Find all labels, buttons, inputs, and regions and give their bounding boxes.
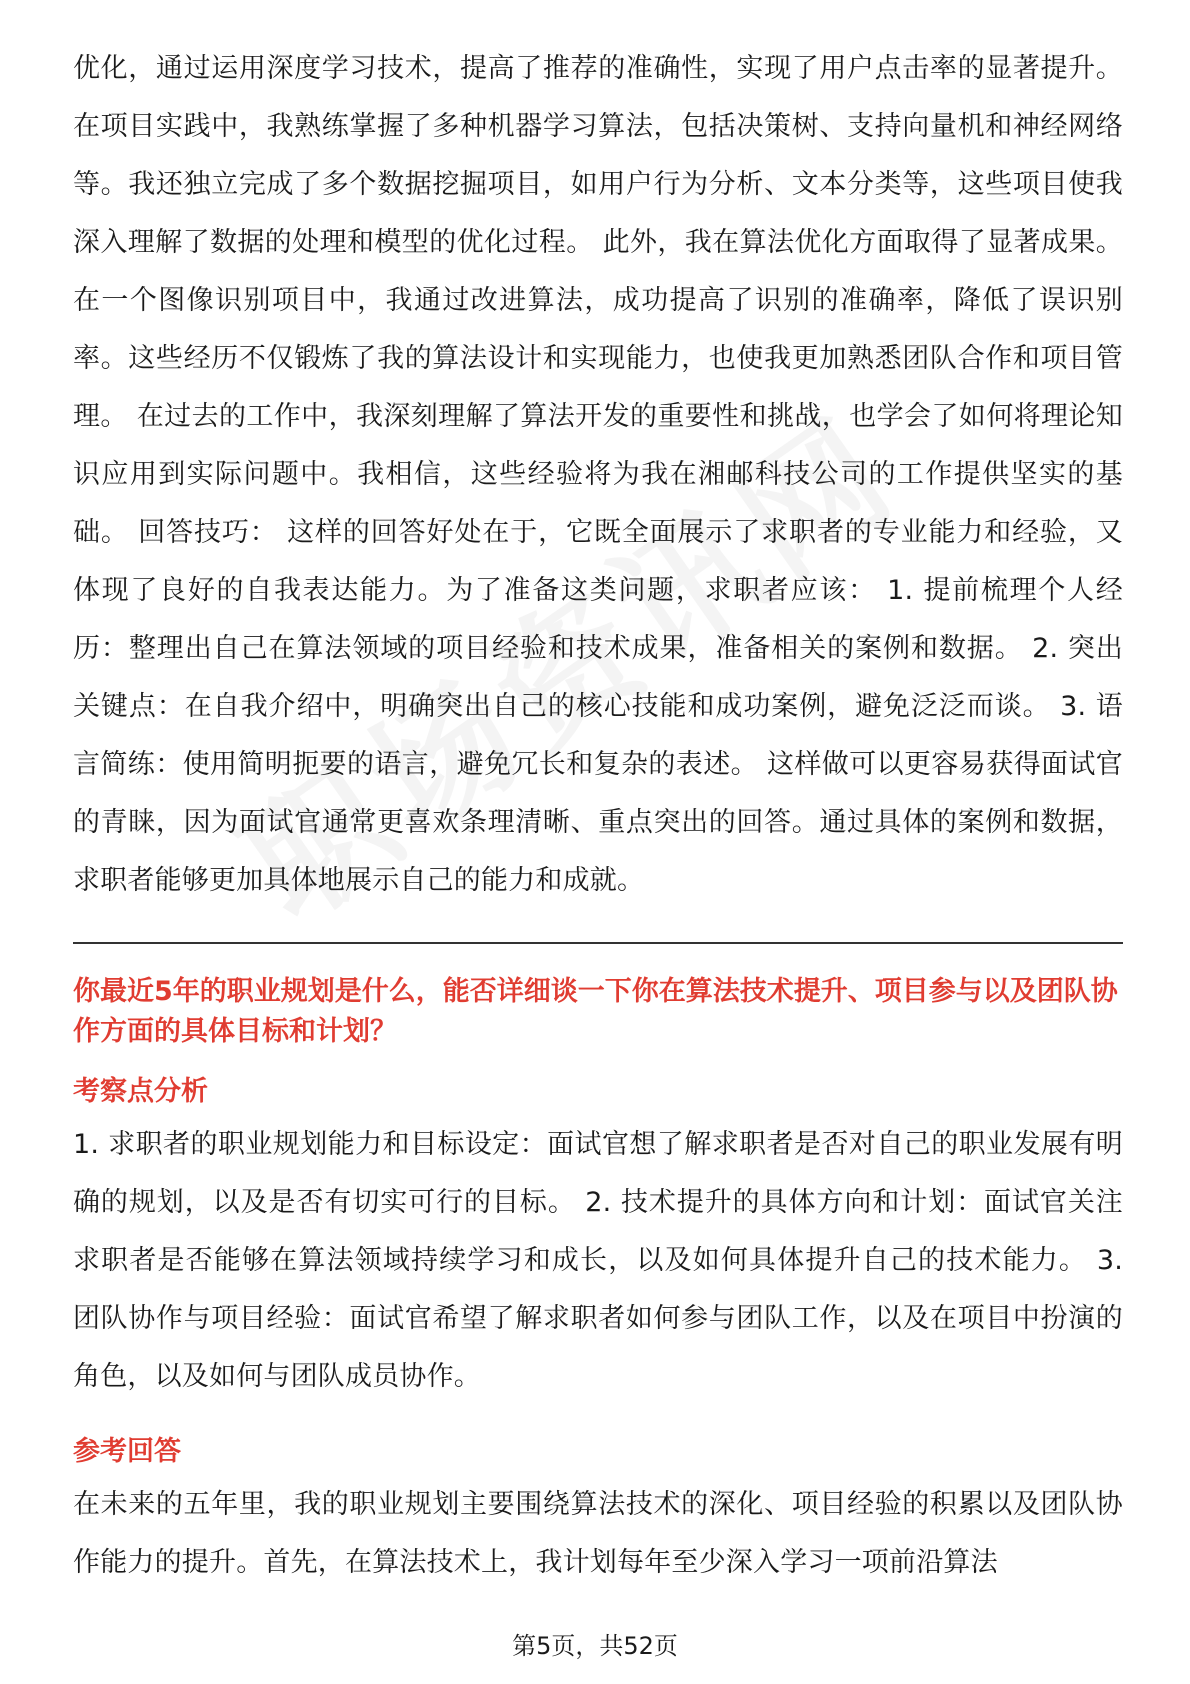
analysis-body: 1. 求职者的职业规划能力和目标设定：面试官想了解求职者是否对自己的职业发展有明确的规划，以及是否有切实可行的目标。 2. 技术提升的具体方向和计划：面试官关注求职者是否能够在算法领域持续学习和成长，以及如何具体提升自己的技术能力。 3. 团队协作与项目经验：面试官希望了解求职者如何参与团队工作，以及在项目中扮演的角色，以及如何与团队成员协作。 bbox=[73, 1129, 1123, 1392]
intro-paragraph: 优化，通过运用深度学习技术，提高了推荐的准确性，实现了用户点击率的显著提升。 在项目实践中，我熟练掌握了多种机器学习算法，包括决策树、支持向量机和神经网络等。我还独立完成了多个数据挖掘项目，如用户行为分析、文本分类等，这些项目使我深入理解了数据的处理和模型的优化过程。 此外，我在算法优化方面取得了显著成果。在一个图像识别项目中，我通过改进算法，成功提高了识别的准确率，降低了误识别率。这些经历不仅锻炼了我的算法设计和实现能力，也使我更加熟悉团队合作和项目管理。 在过去的工作中，我深刻理解了算法开发的重要性和挑战，也学会了如何将理论知识应用到实际问题中。我相信，这些经验将为我在湘邮科技公司的工作提供坚实的基础。 回答技巧： 这样的回答好处在于，它既全面展示了求职者的专业能力和经验，又体现了良好的自我表达能力。为了准备这类问题，求职者应该： 1. 提前梳理个人经历：整理出自己在算法领域的项目经验和技术成果，准备相关的案例和数据。 2. 突出关键点：在自我介绍中，明确突出自己的核心技能和成功案例，避免泛泛而谈。 3. 语言简练：使用简明扼要的语言，避免冗长和复杂的表述。 这样做可以更容易获得面试官的青睐，因为面试官通常更喜欢条理清晰、重点突出的回答。通过具体的案例和数据，求职者能够更加具体地展示自己的能力和成就。 bbox=[73, 53, 1123, 896]
page-number: 第5页，共52页 bbox=[512, 1632, 678, 1660]
document-page bbox=[73, 40, 1123, 1592]
interview-question: 你最近5年的职业规划是什么，能否详细谈一下你在算法技术提升、项目参与以及团队协作方面的具体目标和计划？ bbox=[73, 976, 1118, 1047]
reference-answer-body: 在未来的五年里，我的职业规划主要围绕算法技术的深化、项目经验的积累以及团队协作能力的提升。首先，在算法技术上，我计划每年至少深入学习一项前沿算法 bbox=[73, 1489, 1123, 1578]
reference-answer-heading: 参考回答 bbox=[73, 1436, 181, 1467]
section-divider bbox=[73, 942, 1123, 944]
analysis-heading: 考察点分析 bbox=[73, 1076, 208, 1107]
